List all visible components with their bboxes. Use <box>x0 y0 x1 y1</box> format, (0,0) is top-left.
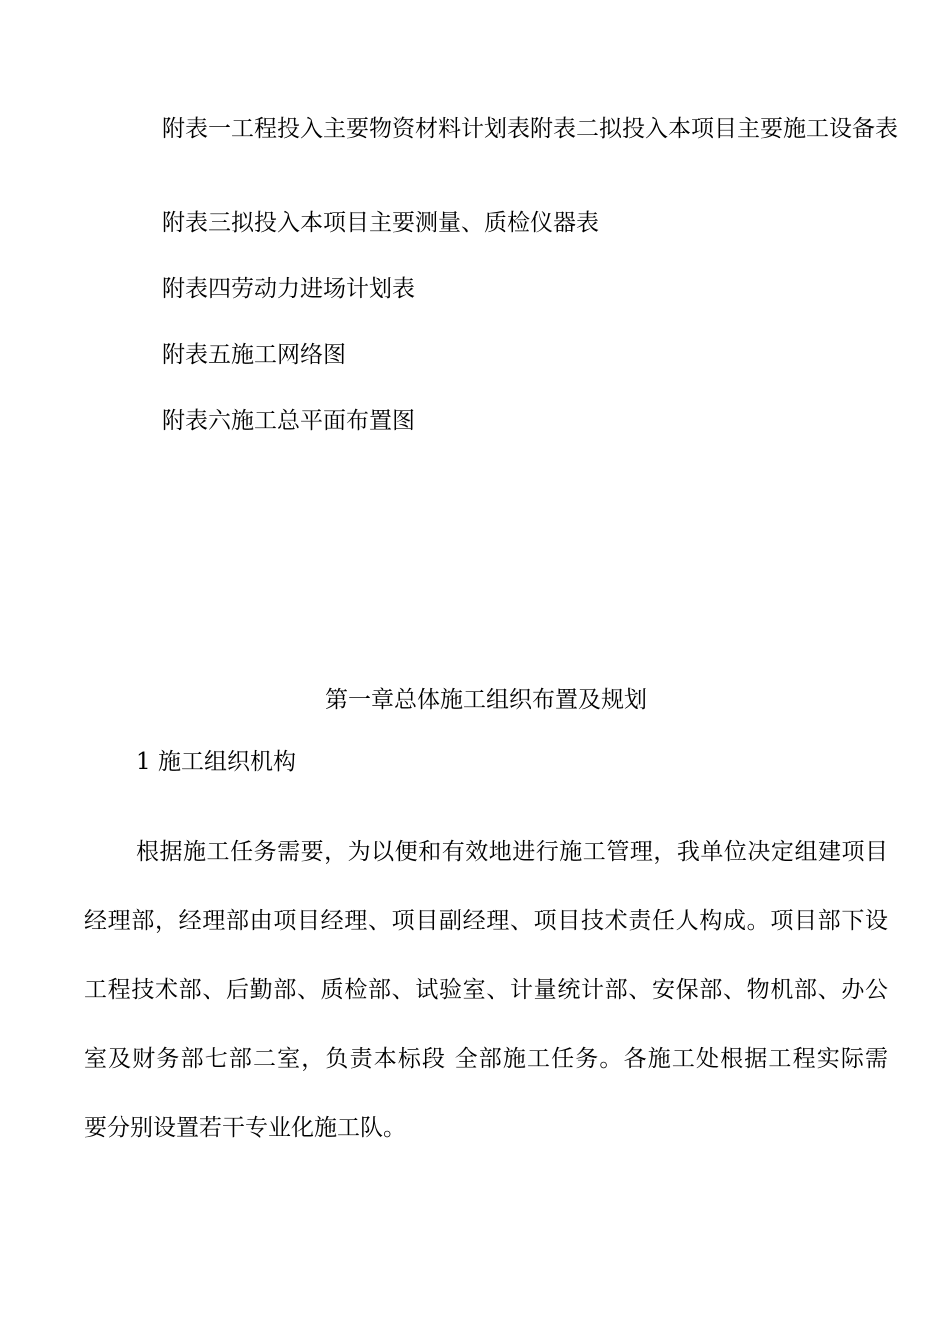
paragraph-line-4: 室及财务部七部二室，负责本标段 全部施工任务。各施工处根据工程实际需 <box>84 1046 888 1072</box>
section-heading: 1 施工组织机构 <box>136 749 296 775</box>
toc-item-2: 附表三拟投入本项目主要测量、质检仪器表 <box>162 210 599 236</box>
chapter-title: 第一章总体施工组织布置及规划 <box>325 687 647 713</box>
body-paragraph <box>84 818 888 1163</box>
toc-item-1: 附表一工程投入主要物资材料计划表附表二拟投入本项目主要施工设备表 <box>162 116 898 142</box>
toc-item-4: 附表五施工网络图 <box>162 342 346 368</box>
paragraph-line-2: 经理部，经理部由项目经理、项目副经理、项目技术责任人构成。项目部下设 <box>84 908 888 934</box>
toc-item-3: 附表四劳动力进场计划表 <box>162 276 415 302</box>
paragraph-line-3: 工程技术部、后勤部、质检部、试验室、计量统计部、安保部、物机部、办公 <box>84 977 888 1003</box>
paragraph-line-5: 要分别设置若干专业化施工队。 <box>84 1115 406 1141</box>
toc-item-5: 附表六施工总平面布置图 <box>162 408 415 434</box>
paragraph-line-1: 根据施工任务需要，为以便和有效地进行施工管理，我单位决定组建项目 <box>136 839 888 865</box>
